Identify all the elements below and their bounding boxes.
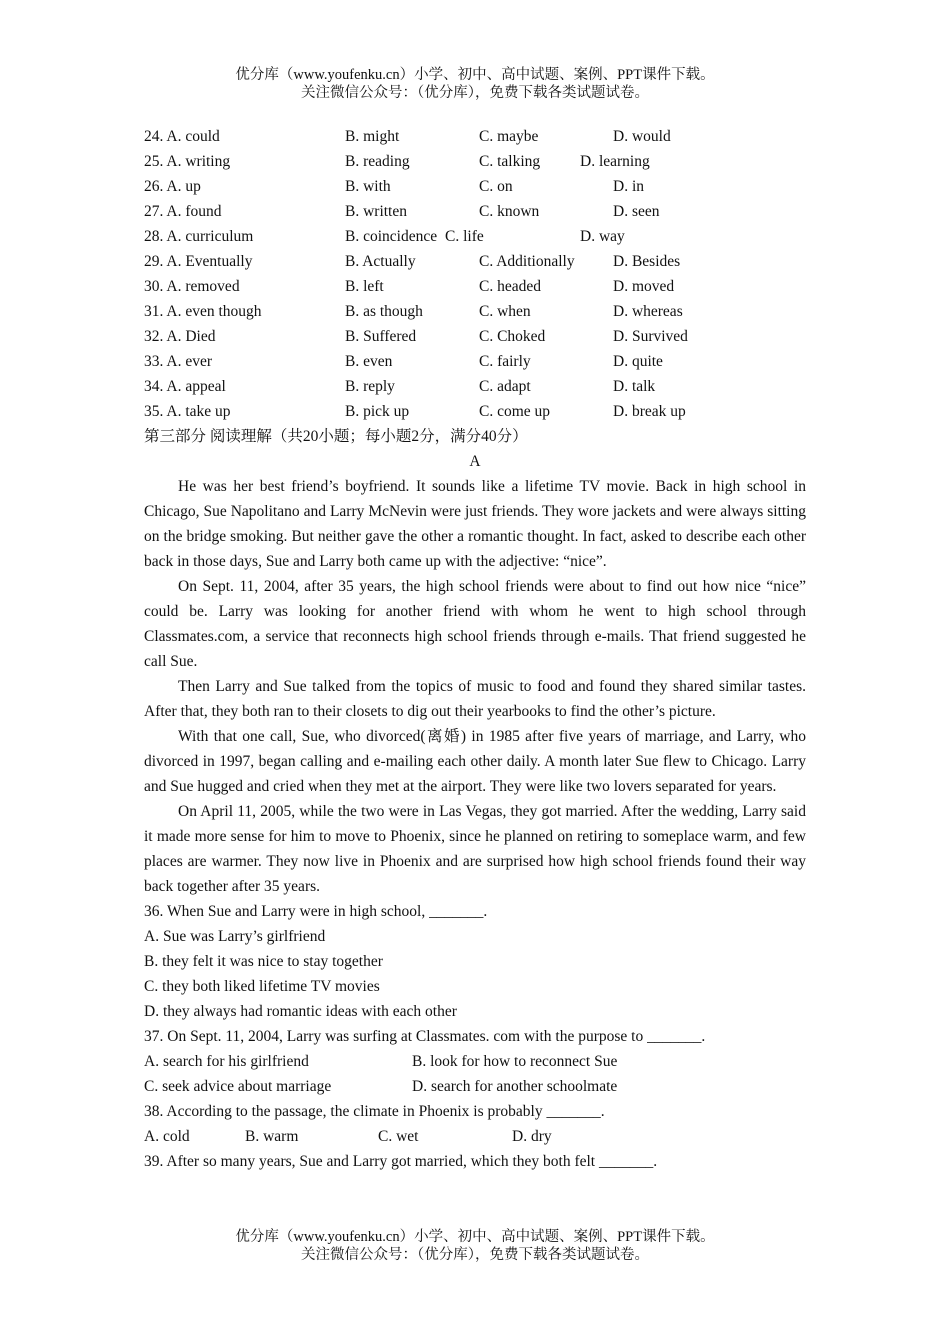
cloze-option-d: D. quite: [613, 353, 663, 370]
question-36-option-d: D. they always had romantic ideas with each other: [144, 1003, 457, 1020]
section-heading: 第三部分 阅读理解（共20小题；每小题2分，满分40分）: [144, 428, 528, 445]
question-37-option-c: C. seek advice about marriage: [144, 1078, 332, 1095]
cloze-option-a: 28. A. curriculum: [144, 228, 254, 245]
question-39-stem: 39. After so many years, Sue and Larry got married, which they both felt _______.: [144, 1153, 658, 1170]
passage-paragraph-4: With that one call, Sue, who divorced(离婚) in 1985 after five years of marriage, and Larry, who divorced in 1997, began calling and e-mailing each other daily. A month later Sue flew to Chicago. Larry and Sue hugged and cried when they met at the airport. They were like two lovers separated for years.: [144, 728, 806, 795]
cloze-option-c: C. life: [445, 228, 484, 245]
cloze-item-row: [144, 199, 806, 224]
passage-paragraph-1: He was her best friend’s boyfriend. It sounds like a lifetime TV movie. Back in high school in Chicago, Sue Napolitano and Larry McNevin were just friends. They wore jackets and were always sitting on the bridge smoking. But neither gave the other a romantic thought. In fact, asked to describe each other back in those days, Sue and Larry both came up with the adjective: “nice”.: [144, 478, 806, 570]
footer-line-2: 关注微信公众号：（优分库），免费下载各类试题试卷。: [301, 1247, 649, 1263]
cloze-option-a: 35. A. take up: [144, 403, 231, 420]
cloze-option-d: D. in: [613, 178, 644, 195]
question-37-option-d: D. search for another schoolmate: [412, 1078, 618, 1095]
cloze-option-d: D. would: [613, 128, 671, 145]
cloze-option-b: B. might: [345, 128, 400, 145]
cloze-option-b: B. Actually: [345, 253, 416, 270]
passage-paragraph-5: On April 11, 2005, while the two were in Las Vegas, they got married. After the wedding, Larry said it made more sense for him to move to Phoenix, since he planned on retiring to someplace warm, and few places are warmer. They now live in Phoenix and are surprised how high school friends found their way back together after 35 years.: [144, 803, 806, 895]
cloze-option-a: 27. A. found: [144, 203, 222, 220]
question-36-option-a: A. Sue was Larry’s girlfriend: [144, 928, 326, 945]
cloze-option-c: C. come up: [479, 403, 551, 420]
question-38-option-d: D. dry: [512, 1128, 552, 1145]
question-37-option-a: A. search for his girlfriend: [144, 1053, 309, 1070]
cloze-option-b: B. reply: [345, 378, 395, 395]
question-38-stem: 38. According to the passage, the climate in Phoenix is probably _______.: [144, 1103, 605, 1120]
passage-paragraph-2: On Sept. 11, 2004, after 35 years, the high school friends were about to find out how nice “nice” could be. Larry was looking for another friend with whom he went to high school through Classmates.com, a service that reconnects high school friends through e-mails. That friend suggested he call Sue.: [144, 578, 806, 670]
cloze-option-b: B. pick up: [345, 403, 410, 420]
cloze-option-a: 24. A. could: [144, 128, 220, 145]
cloze-item-row: [144, 249, 806, 274]
cloze-option-b: B. coincidence: [345, 228, 438, 245]
cloze-item-row: [144, 149, 806, 174]
cloze-option-b: B. Suffered: [345, 328, 417, 345]
question-38-option-a: A. cold: [144, 1128, 190, 1145]
cloze-option-a: 26. A. up: [144, 178, 201, 195]
cloze-option-a: 32. A. Died: [144, 328, 216, 345]
question-38-option-c: C. wet: [378, 1128, 419, 1145]
cloze-item-row: [144, 299, 806, 324]
question-38-option-b: B. warm: [245, 1128, 299, 1145]
cloze-option-d: D. moved: [613, 278, 675, 295]
passage-paragraph-3: Then Larry and Sue talked from the topics of music to food and found they shared similar tastes. After that, they both ran to their closets to dig out their yearbooks to find the other’s picture.: [144, 678, 806, 720]
cloze-option-d: D. seen: [613, 203, 660, 220]
cloze-option-c: C. maybe: [479, 128, 539, 145]
question-38-options-row: [144, 1124, 806, 1149]
cloze-option-d: D. Survived: [613, 328, 688, 345]
cloze-option-b: B. written: [345, 203, 407, 220]
question-37-options-row-1: [144, 1049, 806, 1074]
question-36-option-b: B. they felt it was nice to stay together: [144, 953, 383, 970]
cloze-option-a: 34. A. appeal: [144, 378, 226, 395]
cloze-options: [144, 124, 806, 424]
question-37-option-b: B. look for how to reconnect Sue: [412, 1053, 618, 1070]
cloze-option-d: D. Besides: [613, 253, 681, 270]
cloze-option-a: 25. A. writing: [144, 153, 231, 170]
page-footer: [0, 1228, 950, 1264]
cloze-option-a: 30. A. removed: [144, 278, 240, 295]
cloze-option-d: D. way: [580, 228, 625, 245]
question-37-options-row-2: [144, 1074, 806, 1099]
cloze-option-a: 31. A. even though: [144, 303, 262, 320]
question-36-stem: 36. When Sue and Larry were in high school, _______.: [144, 903, 488, 920]
cloze-option-b: B. with: [345, 178, 391, 195]
cloze-option-d: D. talk: [613, 378, 656, 395]
question-37-stem: 37. On Sept. 11, 2004, Larry was surfing at Classmates. com with the purpose to _______.: [144, 1028, 706, 1045]
cloze-option-b: B. reading: [345, 153, 410, 170]
cloze-option-c: C. on: [479, 178, 513, 195]
cloze-option-c: C. Additionally: [479, 253, 575, 270]
cloze-item-row: [144, 324, 806, 349]
cloze-item-row: [144, 274, 806, 299]
passage-label: A: [469, 453, 481, 470]
cloze-option-d: D. break up: [613, 403, 686, 420]
cloze-item-row: [144, 174, 806, 199]
cloze-item-row: [144, 124, 806, 149]
footer-line-1: 优分库（www.youfenku.cn）小学、初中、高中试题、案例、PPT课件下载。: [235, 1229, 715, 1245]
cloze-option-b: B. even: [345, 353, 393, 370]
cloze-option-b: B. as though: [345, 303, 423, 320]
header-line-1: 优分库（www.youfenku.cn）小学、初中、高中试题、案例、PPT课件下载。: [235, 67, 715, 83]
cloze-option-c: C. when: [479, 303, 531, 320]
cloze-option-d: D. learning: [580, 153, 650, 170]
cloze-item-row: [144, 399, 806, 424]
cloze-option-d: D. whereas: [613, 303, 683, 320]
cloze-item-row: [144, 224, 806, 249]
question-36-option-c: C. they both liked lifetime TV movies: [144, 978, 380, 995]
page-header: [0, 66, 950, 102]
cloze-item-row: [144, 374, 806, 399]
cloze-option-a: 29. A. Eventually: [144, 253, 253, 270]
cloze-option-c: C. known: [479, 203, 540, 220]
cloze-option-c: C. fairly: [479, 353, 531, 370]
cloze-option-b: B. left: [345, 278, 384, 295]
cloze-option-a: 33. A. ever: [144, 353, 213, 370]
cloze-option-c: C. Choked: [479, 328, 546, 345]
cloze-option-c: C. talking: [479, 153, 541, 170]
header-line-2: 关注微信公众号：（优分库），免费下载各类试题试卷。: [301, 85, 649, 101]
cloze-option-c: C. headed: [479, 278, 541, 295]
cloze-option-c: C. adapt: [479, 378, 531, 395]
document-body: [144, 124, 806, 1174]
cloze-item-row: [144, 349, 806, 374]
